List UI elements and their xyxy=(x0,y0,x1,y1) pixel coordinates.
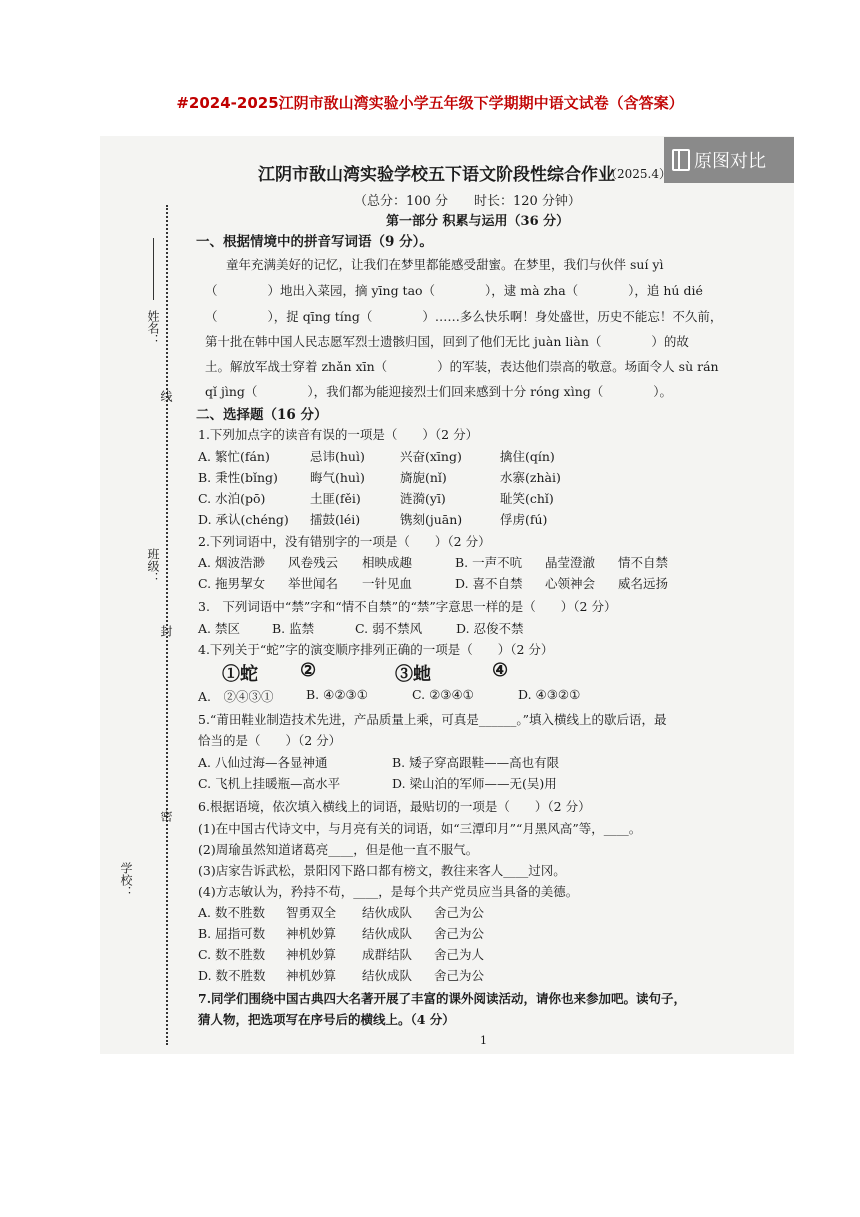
q1-option: D. 承认(chéng) xyxy=(198,512,289,527)
q1-option: B. 秉性(bǐng) xyxy=(198,470,278,485)
q3-option: C. 弱不禁风 xyxy=(355,621,423,636)
q6-item: (3)店家告诉武松，景阳冈下路口都有榜文，教往来客人____过冈。 xyxy=(198,863,566,878)
document-title: #2024-2025江阴市敔山湾实验小学五年级下学期期中语文试卷（含答案） xyxy=(176,94,684,112)
question-2: 2.下列词语中，没有错别字的一项是（ ）（2 分） xyxy=(198,534,491,549)
snake-char-form-3: ③虵 xyxy=(395,664,431,685)
q5-option: A. 八仙过海—各显神通 xyxy=(198,755,328,770)
q1-option: 擂鼓(léi) xyxy=(310,512,361,527)
q4-option: B. ④②③① xyxy=(306,687,368,702)
question-4: 4.下列关于“蛇”字的演变顺序排列正确的一项是（ ）（2 分） xyxy=(198,642,554,657)
q6-item: (4)方志敏认为，矜持不苟，____，是每个共产党员应当具备的美德。 xyxy=(198,884,579,899)
q4-option: A. ②④③① xyxy=(198,689,274,704)
q6-option: 结伙成队 xyxy=(362,905,413,920)
q2-option: B. 一声不吭 xyxy=(455,555,523,570)
q1-option: 耻笑(chǐ) xyxy=(500,491,554,506)
q6-item: (2)周瑜虽然知道诸葛亮____，但是他一直不服气。 xyxy=(198,842,479,857)
compare-original-button[interactable] xyxy=(664,137,794,183)
q6-option: 神机妙算 xyxy=(286,968,337,983)
q1-option: 擒住(qín) xyxy=(500,449,555,464)
q3-option: A. 禁区 xyxy=(198,621,240,636)
q2-option: 风卷残云 xyxy=(288,555,339,570)
page-number: 1 xyxy=(480,1034,487,1047)
section1-heading: 一、根据情境中的拼音写词语（9 分）。 xyxy=(196,234,433,250)
sec1-line: （ ），捉 qīng tíng（ ）……多么快乐啊！身处盛世，历史不能忘！不久前， xyxy=(205,309,723,324)
q2-option: 威名远扬 xyxy=(618,576,669,591)
q6-option: 结伙成队 xyxy=(362,926,413,941)
question-6: 6.根据语境，依次填入横线上的词语，最贴切的一项是（ ）（2 分） xyxy=(198,799,591,814)
q3-option: D. 忍俊不禁 xyxy=(456,621,524,636)
snake-char-form-2: ② xyxy=(300,660,317,681)
snake-char-form-1: ①蛇 xyxy=(222,664,258,685)
q1-option: 忌讳(huì) xyxy=(310,449,365,464)
exam-date: （2025.4） xyxy=(605,167,671,181)
q6-option: D. 数不胜数 xyxy=(198,968,266,983)
q2-option: A. 烟波浩渺 xyxy=(198,555,265,570)
q6-option: 结伙成队 xyxy=(362,968,413,983)
exam-title: 江阴市敔山湾实验学校五下语文阶段性综合作业 xyxy=(258,165,615,185)
snake-char-form-4: ④ xyxy=(492,660,509,681)
q5-option: B. 矮子穿高跟鞋——高也有限 xyxy=(392,755,560,770)
q6-option: C. 数不胜数 xyxy=(198,947,266,962)
q6-option: A. 数不胜数 xyxy=(198,905,265,920)
q1-option: 俘虏(fú) xyxy=(500,512,548,527)
exam-meta: （总分：100 分 时长：120 分钟） xyxy=(354,194,581,209)
question-1: 1.下列加点字的读音有误的一项是（ ）（2 分） xyxy=(198,427,479,442)
question-5: 5.“莆田鞋业制造技术先进，产品质量上乘，可真是______。”填入横线上的歇后语，最 xyxy=(198,712,667,727)
sec1-line: 童年充满美好的记忆，让我们在梦里都能感受甜蜜。在梦里，我们与伙伴 suí yì xyxy=(226,257,664,272)
q1-option: 旖旎(nǐ) xyxy=(400,470,447,485)
q5-option: C. 飞机上挂暖瓶—高水平 xyxy=(198,776,341,791)
q1-option: 晦气(huì) xyxy=(310,470,365,485)
sec1-line: （ ）地出入菜园，摘 yīng tao（ ），逮 mà zha（ ），追 hú dié xyxy=(205,283,703,298)
q6-option: 智勇双全 xyxy=(286,905,337,920)
q6-item: (1)在中国古代诗文中，与月亮有关的词语，如“三潭印月”“月黑风高”等，____。 xyxy=(198,821,642,836)
q4-option: C. ②③④① xyxy=(412,687,474,702)
sec1-line: 第十批在韩中国人民志愿军烈士遗骸归国，回到了他们无比 juàn liàn（ ）的故 xyxy=(205,334,689,349)
sec1-line: qǐ jìng（ ），我们都为能迎接烈士们回来感到十分 róng xìng（ ）。 xyxy=(205,384,672,399)
q2-option: C. 拖男挈女 xyxy=(198,576,266,591)
binding-char-mi: 密 xyxy=(159,810,173,822)
binding-char-feng: 封 xyxy=(159,625,173,637)
compare-icon xyxy=(672,149,690,171)
sec1-line: 土。解放军战士穿着 zhǎn xīn（ ）的军装，表达他们崇高的敬意。场面令人 sù rán xyxy=(205,359,719,374)
q2-option: 举世闻名 xyxy=(288,576,339,591)
q6-option: 成群结队 xyxy=(362,947,413,962)
q2-option: D. 喜不自禁 xyxy=(455,576,523,591)
question-3: 3. 下列词语中“禁”字和“情不自禁”的“禁”字意思一样的是（ ）（2 分） xyxy=(198,599,617,614)
q6-option: 舍己为公 xyxy=(434,968,485,983)
class-label: 班级： xyxy=(146,548,160,584)
q2-option: 一针见血 xyxy=(362,576,413,591)
question-5-cont: 恰当的是（ ）（2 分） xyxy=(198,733,342,748)
q4-option: D. ④③②① xyxy=(518,687,581,702)
q1-option: 水寨(zhài) xyxy=(500,470,561,485)
question-7: 7.同学们围绕中国古典四大名著开展了丰富的课外阅读活动，请你也来参加吧。读句子， xyxy=(198,991,687,1006)
q3-option: B. 监禁 xyxy=(272,621,315,636)
q6-option: 舍己为人 xyxy=(434,947,485,962)
q1-option: A. 繁忙(fán) xyxy=(198,449,270,464)
q2-option: 情不自禁 xyxy=(618,555,669,570)
name-label: 姓名： xyxy=(146,310,160,346)
binding-char-xian: 线 xyxy=(159,390,173,402)
q6-option: B. 屈指可数 xyxy=(198,926,266,941)
q2-option: 相映成趣 xyxy=(362,555,413,570)
q2-option: 心领神会 xyxy=(545,576,596,591)
q2-option: 晶莹澄澈 xyxy=(545,555,596,570)
section2-heading: 二、选择题（16 分） xyxy=(196,407,328,423)
q1-option: C. 水泊(pō) xyxy=(198,491,266,506)
q1-option: 土匪(fěi) xyxy=(310,491,361,506)
q5-option: D. 梁山泊的军师——无(吴)用 xyxy=(392,776,557,791)
q6-option: 舍己为公 xyxy=(434,905,485,920)
compare-button-label: 原图对比 xyxy=(694,151,766,172)
q6-option: 舍己为公 xyxy=(434,926,485,941)
q1-option: 涟漪(yī) xyxy=(400,491,446,506)
q1-option: 兴奋(xīng) xyxy=(400,449,462,464)
q1-option: 镌刻(juān) xyxy=(400,512,463,527)
name-underline xyxy=(153,238,154,300)
part1-heading: 第一部分 积累与运用（36 分） xyxy=(386,214,570,229)
q6-option: 神机妙算 xyxy=(286,926,337,941)
school-label: 学校： xyxy=(119,862,133,898)
question-7-cont: 猜人物，把选项写在序号后的横线上。（4 分） xyxy=(198,1012,455,1027)
q6-option: 神机妙算 xyxy=(286,947,337,962)
